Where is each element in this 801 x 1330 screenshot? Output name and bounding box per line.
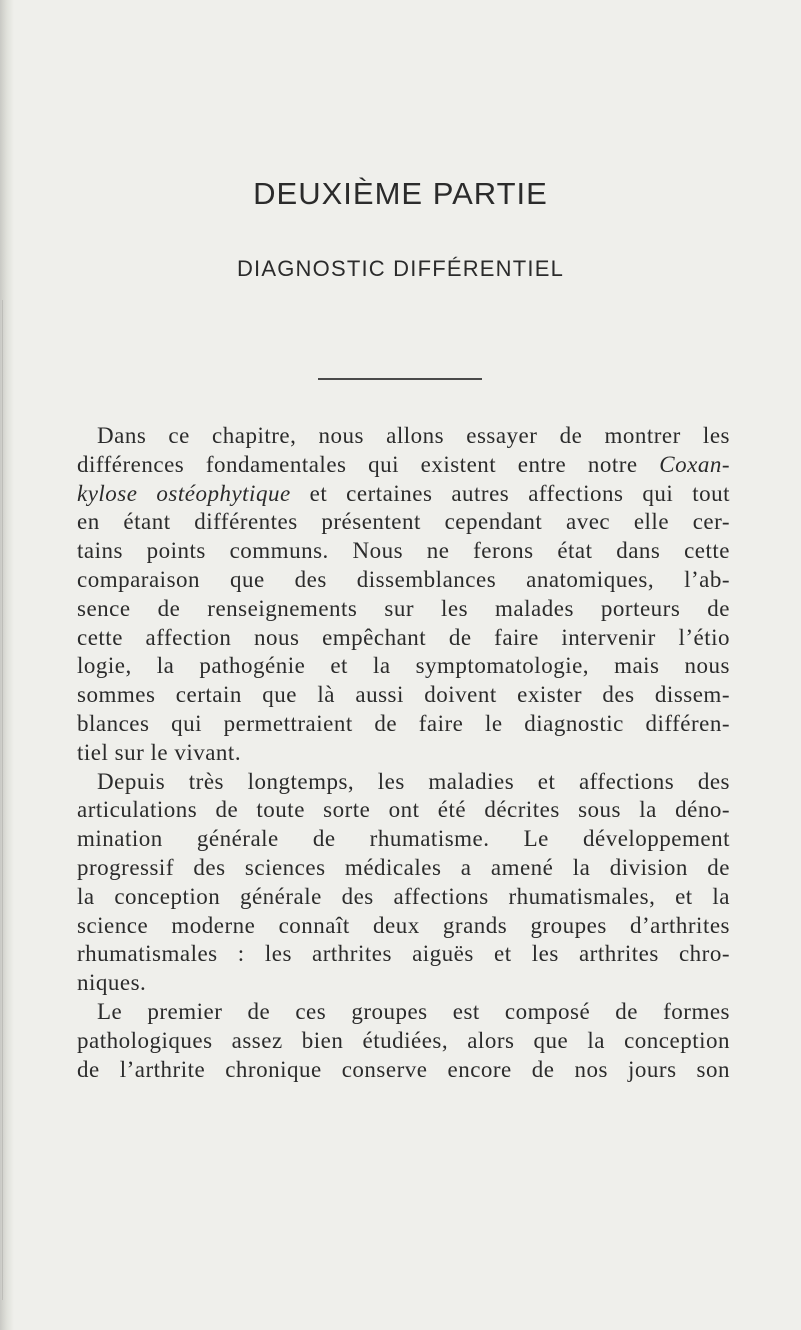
text-line: de l’arthrite chronique conserve encore de nos jours son [77, 1056, 730, 1082]
text-line: logie, la pathogénie et la symptomatologie, mais nous [77, 653, 730, 679]
text-line: progressif des sciences médicales a amené la division de [77, 854, 730, 880]
text-line: articulations de toute sorte ont été décrites sous la déno- [77, 797, 730, 823]
text-line: tiel sur le vivant. [77, 739, 242, 765]
text-line: kylose ostéophytique et certaines autres affections qui tout [77, 480, 731, 506]
title-divider [318, 378, 482, 380]
text-line: en étant différentes présentent cependant avec elle cer- [77, 509, 730, 535]
text-line: la conception générale des affections rhumatismales, et la [77, 883, 730, 909]
text-line: pathologiques assez bien étudiées, alors que la conception [77, 1027, 730, 1053]
text-line: rhumatismales : les arthrites aiguës et les arthrites chro- [77, 941, 730, 967]
italic-term: Coxan- [659, 451, 731, 477]
text-line: sommes certain que là aussi doivent exister des dissem- [77, 682, 730, 708]
text-line: blances qui permettraient de faire le diagnostic différen- [77, 710, 730, 736]
text-line: différences fondamentales qui existent entre notre Coxan- [77, 451, 731, 477]
text-line: niques. [77, 970, 147, 996]
text-line: Dans ce chapitre, nous allons essayer de montrer les [97, 423, 730, 448]
text-line: sence de renseignements sur les malades porteurs de [77, 595, 730, 621]
text-line: Depuis très longtemps, les maladies et affections des [97, 768, 730, 794]
text-line: tains points communs. Nous ne ferons état dans cette [77, 538, 730, 564]
text-line: mination générale de rhumatisme. Le développement [77, 826, 730, 852]
body-text [77, 422, 730, 1084]
italic-term: kylose ostéophytique [77, 480, 291, 506]
text-line: Le premier de ces groupes est composé de formes [97, 998, 730, 1024]
text-line: comparaison que des dissemblances anatomiques, l’ab- [77, 566, 730, 592]
chapter-title: DIAGNOSTIC DIFFÉRENTIEL [236, 256, 565, 281]
text-line: science moderne connaît deux grands groupes d’arthrites [77, 912, 730, 938]
page-edge-line [2, 300, 3, 1300]
text-line: cette affection nous empêchant de faire intervenir l’étio [77, 624, 730, 650]
part-title: DEUXIÈME PARTIE [253, 176, 548, 211]
